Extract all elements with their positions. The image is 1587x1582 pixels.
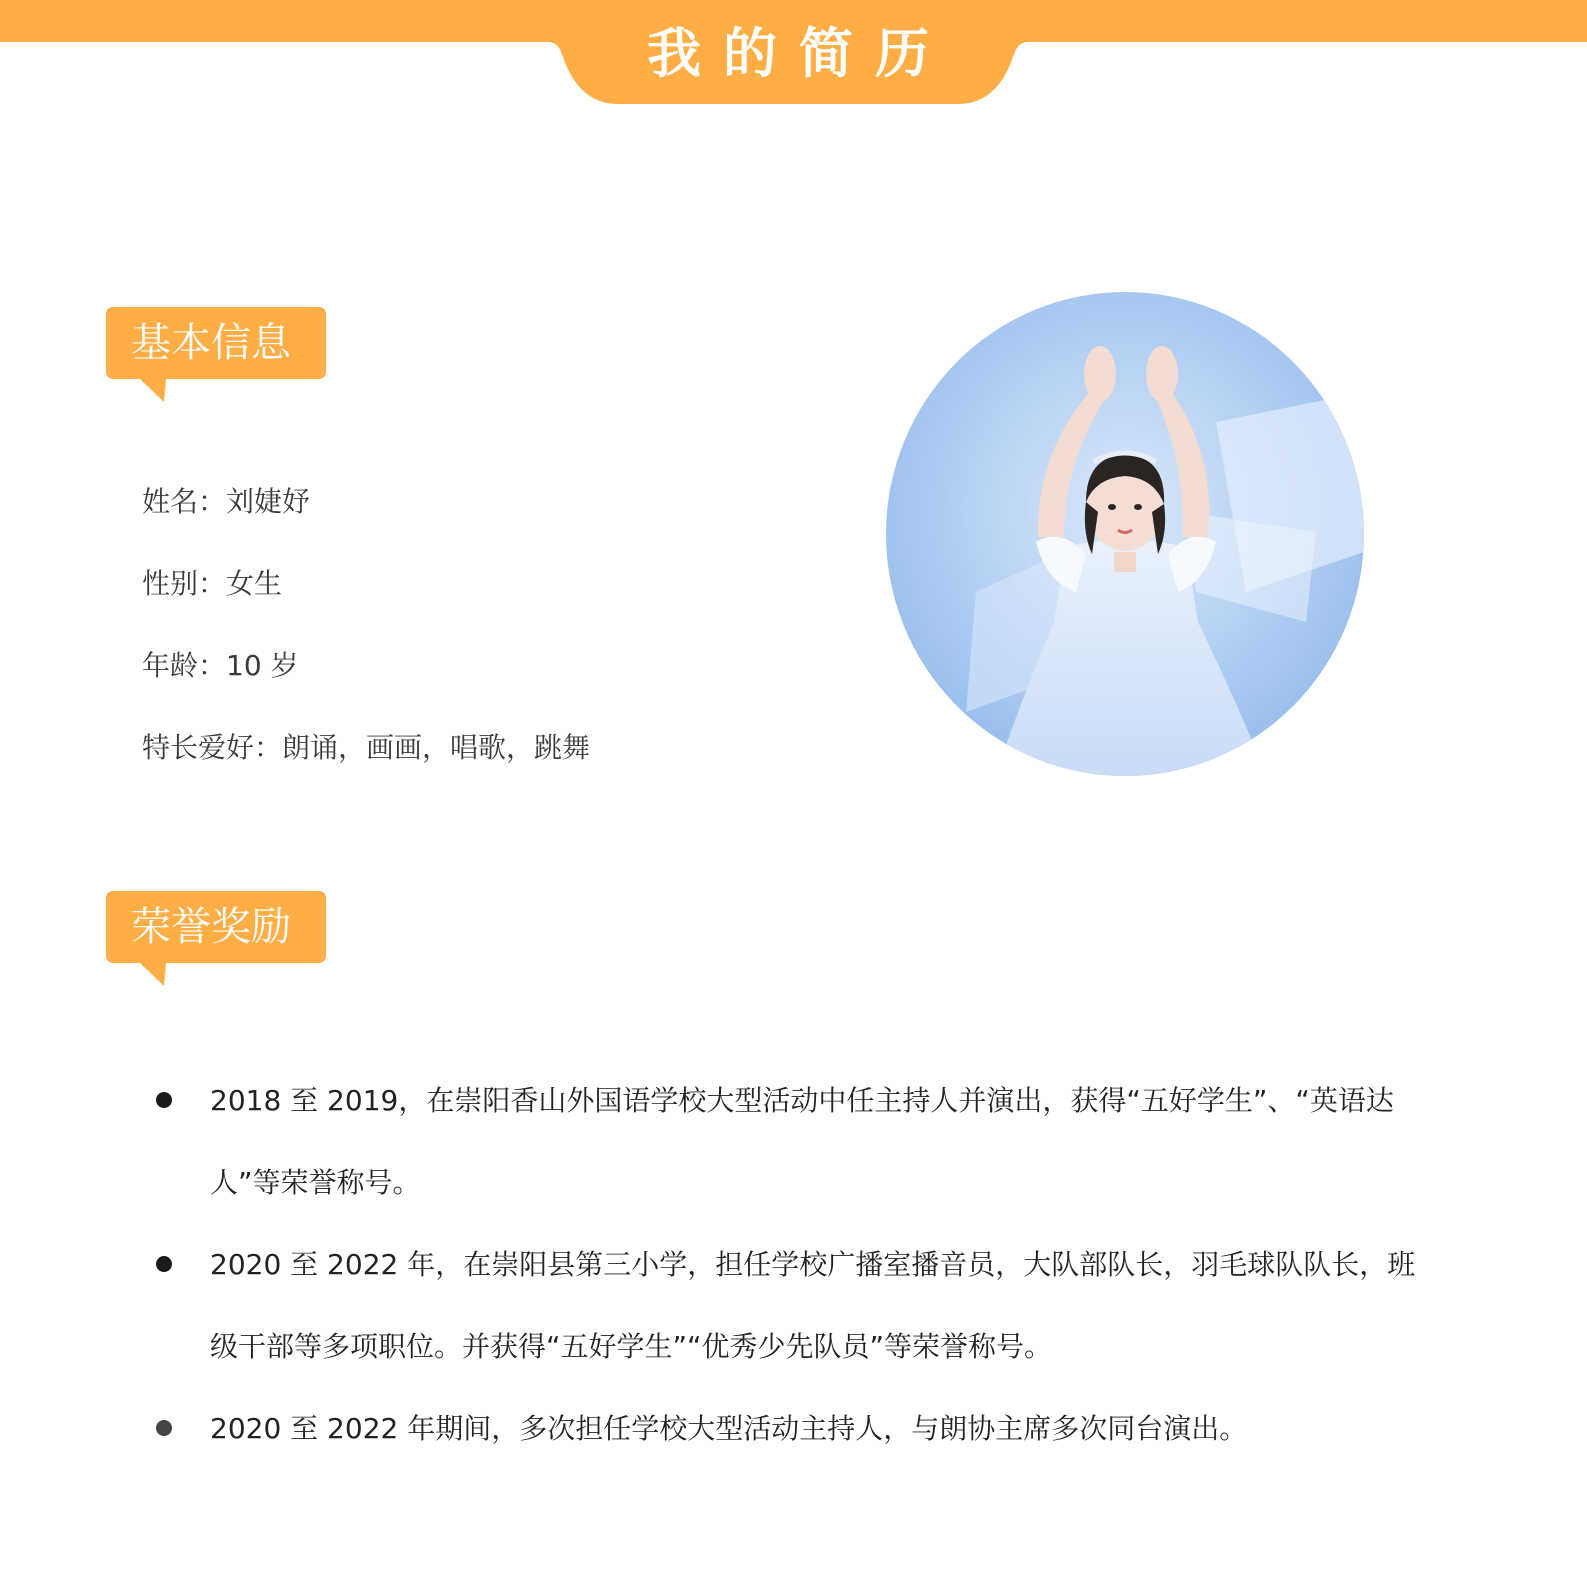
- info-hobbies: 特长爱好：朗诵，画画，唱歌，跳舞: [142, 731, 591, 764]
- bullet-icon: [156, 1420, 172, 1436]
- page-title: 我的简历: [647, 22, 951, 85]
- honor-text: 2018 至 2019，在崇阳香山外国语学校大型活动中任主持人并演出，获得“五好学生”、“英语达人”等荣誉称号。: [210, 1084, 1394, 1199]
- title-tab: [548, 0, 1028, 106]
- bullet-icon: [156, 1092, 172, 1108]
- honor-item: [154, 1388, 1424, 1470]
- info-gender: 性别：女生: [142, 567, 283, 600]
- honor-text: 2020 至 2022 年，在崇阳县第三小学，担任学校广播室播音员，大队部队长，羽毛球队队长，班级干部等多项职位。并获得“五好学生”“优秀少先队员”等荣誉称号。: [210, 1248, 1416, 1363]
- honor-item: [154, 1060, 1424, 1224]
- bullet-icon: [156, 1256, 172, 1272]
- section-tag-honors: [106, 891, 326, 987]
- basic-info-list: [142, 482, 590, 810]
- section-title-basic-info: 基本信息: [131, 320, 291, 366]
- honor-item: [154, 1224, 1424, 1388]
- portrait-photo: [886, 292, 1364, 776]
- info-age: 年龄：10 岁: [142, 649, 299, 682]
- section-tag-basic-info: [106, 307, 326, 403]
- section-title-honors: 荣誉奖励: [131, 904, 291, 950]
- honors-list: [154, 1060, 1424, 1470]
- info-name: 姓名：刘婕妤: [142, 485, 311, 518]
- honor-text: 2020 至 2022 年期间，多次担任学校大型活动主持人，与朗协主席多次同台演出。: [210, 1412, 1248, 1445]
